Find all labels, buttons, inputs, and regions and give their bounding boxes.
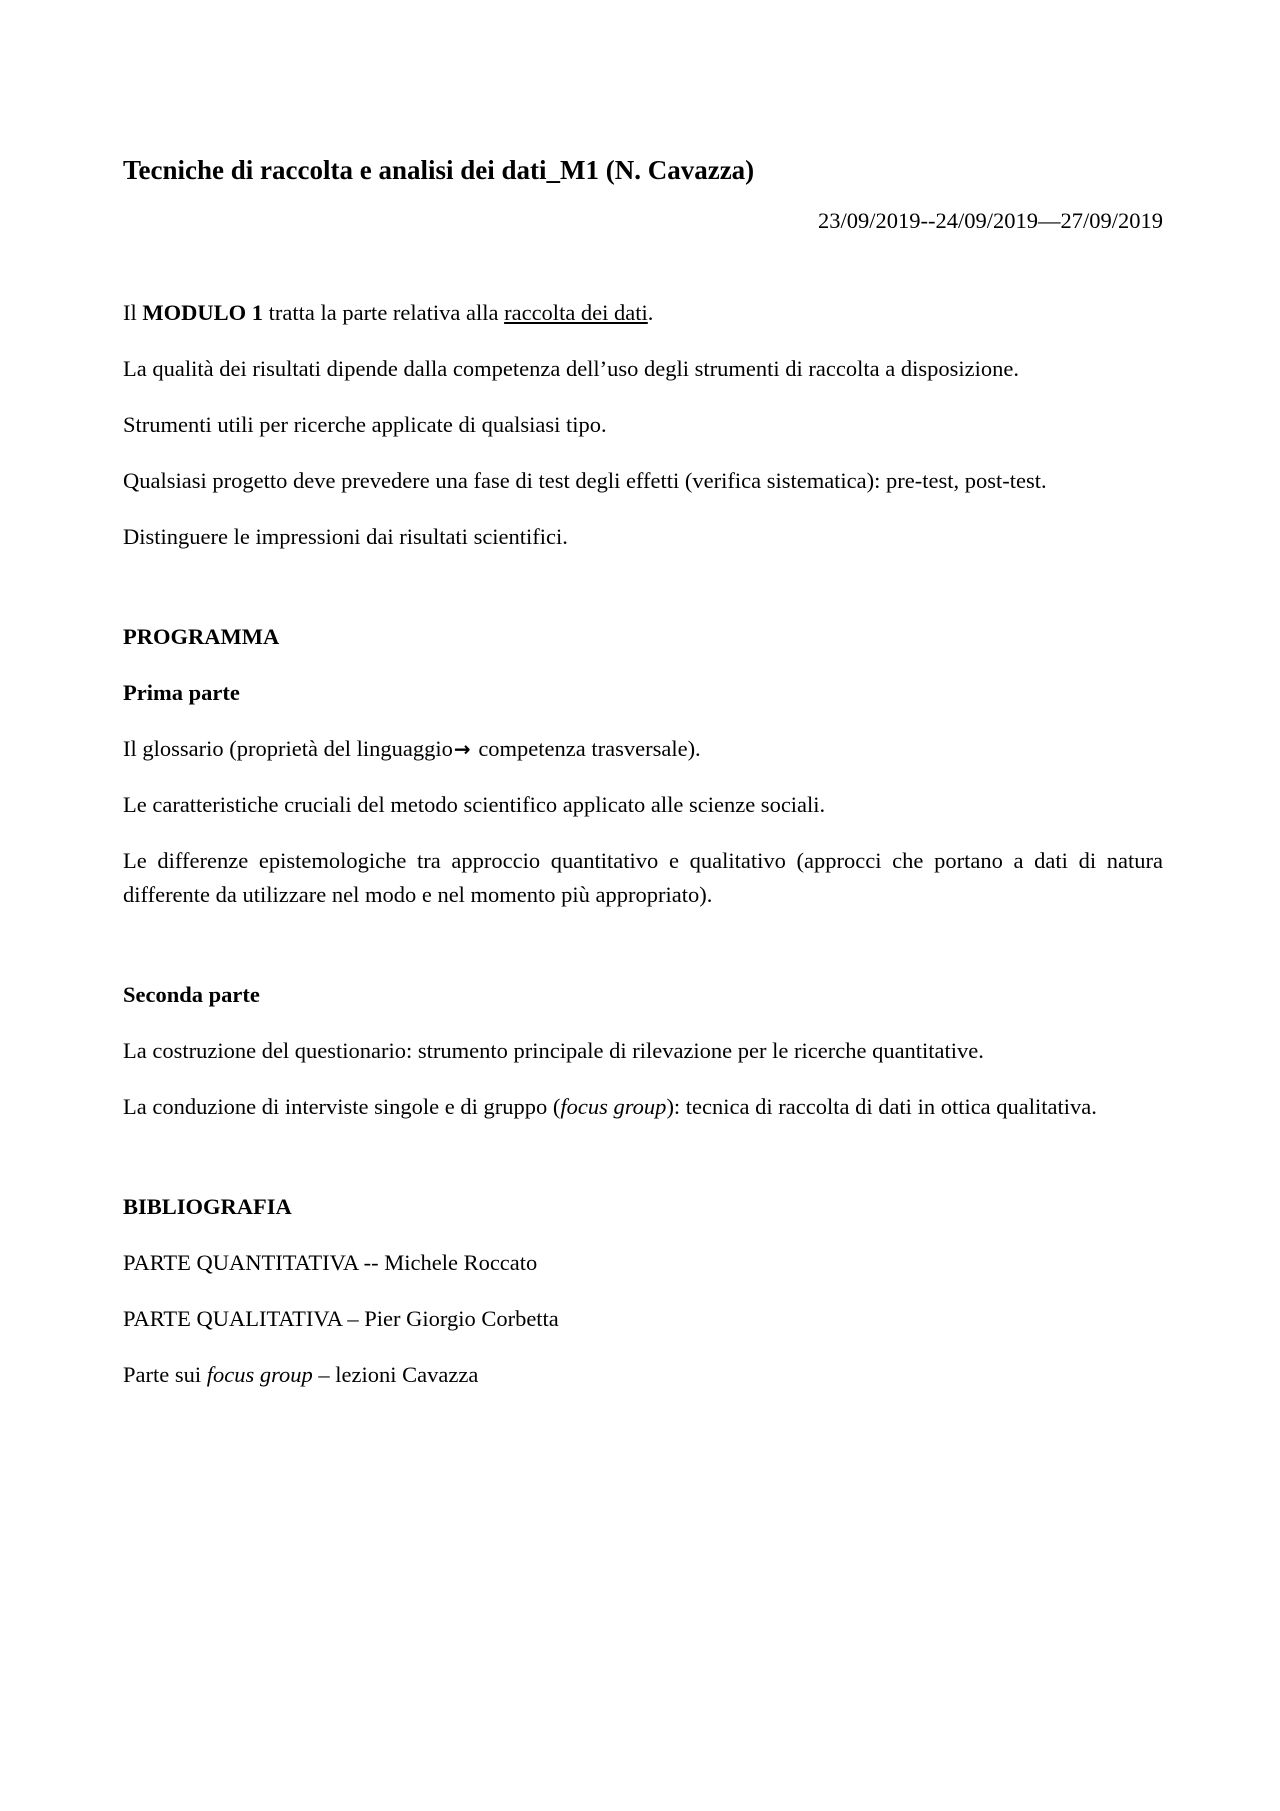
intro-paragraph-2: La qualità dei risultati dipende dalla competenza dell’uso degli strumenti di raccolta a disposizione.: [123, 356, 1019, 381]
spacer: [123, 576, 1163, 620]
bibliografia-heading: BIBLIOGRAFIA: [123, 1194, 292, 1219]
seconda-item-2-pre: La conduzione di interviste singole e di gruppo (: [123, 1094, 561, 1119]
arrow-right-icon: →: [453, 737, 471, 761]
document-page: [123, 150, 1163, 1414]
intro-p1-post: .: [647, 300, 654, 325]
prima-item-2: Le caratteristiche cruciali del metodo scientifico applicato alle scienze sociali.: [123, 792, 826, 817]
bibliografia-item-2: PARTE QUALITATIVA – Pier Giorgio Corbetta: [123, 1306, 559, 1331]
seconda-item-2-italic: focus group: [560, 1094, 667, 1119]
seconda-item-1: La costruzione del questionario: strumento principale di rilevazione per le ricerche quantitative.: [123, 1038, 984, 1063]
bibliografia-item-1: PARTE QUANTITATIVA -- Michele Roccato: [123, 1250, 538, 1275]
prima-item-1: [123, 732, 1163, 766]
intro-paragraph-4: Qualsiasi progetto deve prevedere una fase di test degli effetti (verifica sistematica): pre-test, post-test.: [123, 468, 1047, 493]
seconda-item-2: [123, 1090, 1163, 1124]
spacer: [123, 934, 1163, 978]
intro-p1-underline: raccolta dei dati: [504, 300, 648, 325]
bibliografia-item-3-pre: Parte sui: [123, 1362, 207, 1387]
spacer: [123, 1146, 1163, 1190]
lecture-dates: 23/09/2019--24/09/2019—27/09/2019: [818, 208, 1163, 233]
title-text: Tecniche di raccolta e analisi dei dati_M1: [123, 155, 599, 185]
programma-heading: PROGRAMMA: [123, 624, 280, 649]
intro-paragraph-1: [123, 296, 1163, 330]
intro-p1-pre: Il: [123, 300, 143, 325]
prima-item-3: Le differenze epistemologiche tra approccio quantitativo e qualitativo (approcci che portano a dati di natura differente da utilizzare nel modo e nel momento più appropriato).: [123, 848, 1163, 907]
intro-paragraph-5: Distinguere le impressioni dai risultati scientifici.: [123, 524, 568, 549]
prima-item-1-post: competenza trasversale).: [472, 736, 701, 761]
intro-paragraph-3: Strumenti utili per ricerche applicate di qualsiasi tipo.: [123, 412, 607, 437]
intro-p1-bold: MODULO 1: [142, 300, 263, 325]
document-title: [123, 150, 1163, 190]
bibliografia-item-3-post: – lezioni Cavazza: [312, 1362, 479, 1387]
prima-item-1-pre: Il glossario (proprietà del linguaggio: [123, 736, 453, 761]
spacer: [123, 238, 1163, 296]
bibliografia-item-3-italic: focus group: [206, 1362, 313, 1387]
seconda-parte-heading: Seconda parte: [123, 982, 260, 1007]
seconda-item-2-post: ): tecnica di raccolta di dati in ottica qualitativa.: [666, 1094, 1097, 1119]
author-text: (N. Cavazza): [605, 155, 755, 185]
prima-parte-heading: Prima parte: [123, 680, 240, 705]
intro-p1-mid: tratta la parte relativa alla: [263, 300, 505, 325]
bibliografia-item-3: [123, 1358, 1163, 1392]
